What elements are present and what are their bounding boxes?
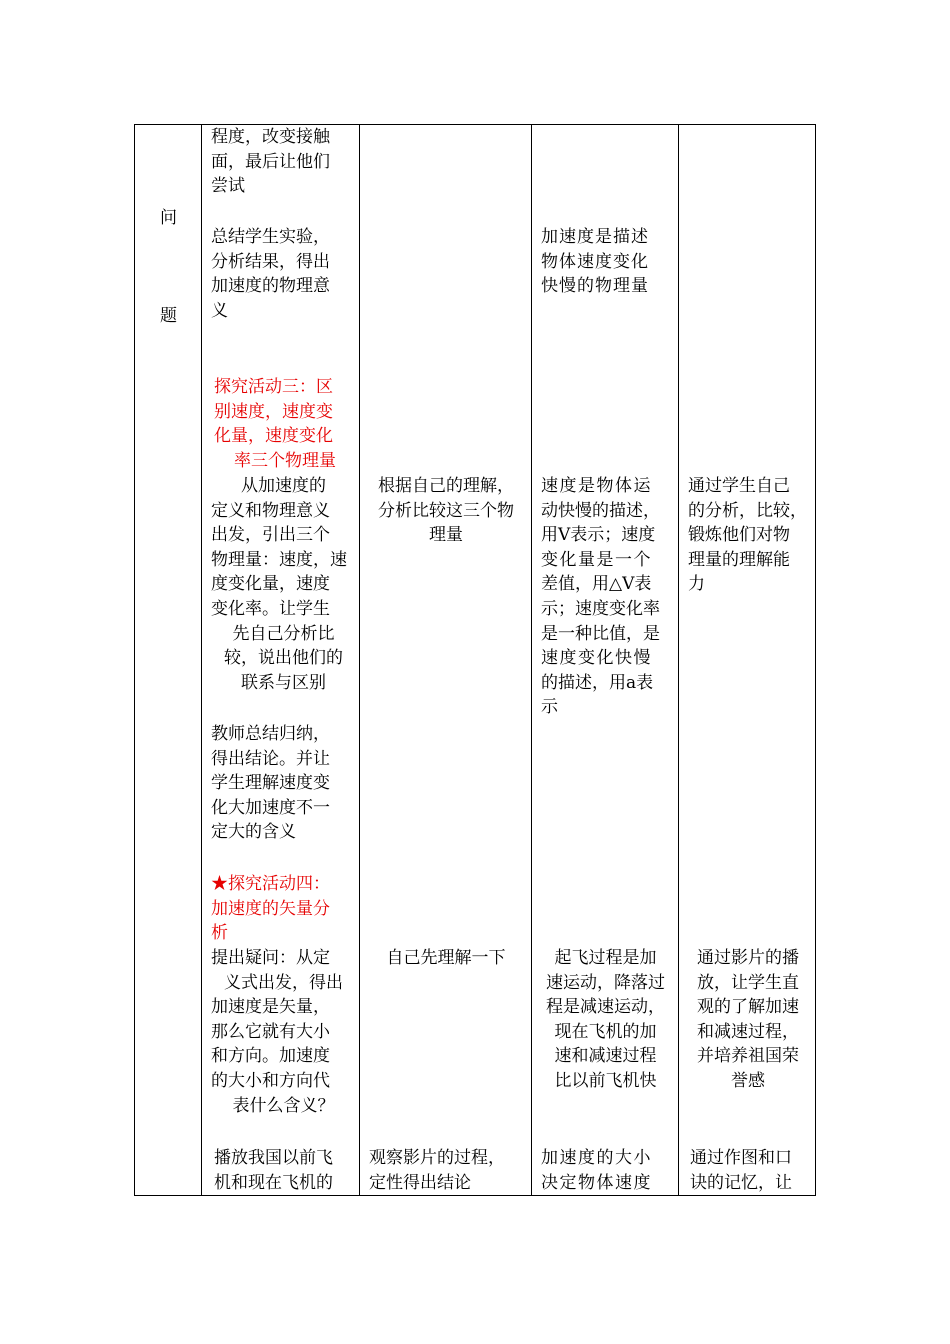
col3-block3: 起飞过程是加 速运动，降落过 程是减速运动， 现在飞机的加 速和减速过程 比以前飞机快 bbox=[546, 948, 665, 1091]
col4-block1: 通过学生自己 的分析，比较， 锻炼他们对物 理量的理解能 力 bbox=[688, 476, 807, 595]
activity4-title: ★探究活动四： 加速度的矢量分 析 bbox=[211, 874, 330, 944]
col4-block3: 通过作图和口 诀的记忆，让 bbox=[690, 1148, 792, 1193]
column-divider bbox=[678, 125, 679, 1195]
col1-block6: 播放我国以前飞 机和现在飞机的 bbox=[214, 1148, 333, 1193]
side-label-char: 问 bbox=[160, 208, 177, 228]
col2-block2: 自己先理解一下 bbox=[386, 948, 506, 968]
col1-block1: 程度，改变接触 面，最后让他们 尝试 bbox=[211, 127, 330, 197]
column-divider bbox=[359, 125, 360, 1195]
col1-block3: 从加速度的 定义和物理意义 出发，引出三个 物理量：速度，速 度变化量，速度 变化率。让学生 先自己分析比 较，说出他们的 联系与区别 bbox=[211, 476, 347, 693]
col1-block2: 总结学生实验， 分析结果，得出 加速度的物理意 义 bbox=[211, 227, 330, 321]
col1-block4: 教师总结归纳， 得出结论。并让 学生理解速度变 化大加速度不一 定大的含义 bbox=[211, 724, 330, 843]
lesson-plan-table bbox=[134, 124, 816, 1196]
side-label-char: 题 bbox=[160, 306, 177, 326]
activity3-title: 探究活动三：区 别速度，速度变 化量，速度变化 率三个物理量 bbox=[214, 377, 336, 471]
col3-block2: 速度是物体运 动快慢的描述， 用V表示；速度 变化量是一个 差值，用△V表 示；速度变化率 是一种比值，是 速度变化快慢 的描述，用a表 示 bbox=[541, 476, 660, 718]
column-divider bbox=[531, 125, 532, 1195]
column-divider bbox=[201, 125, 202, 1195]
col1-block5: 提出疑问：从定 义式出发，得出 加速度是矢量， 那么它就有大小 和方向。加速度 的大小和方向代 表什么含义？ bbox=[211, 948, 343, 1116]
col2-block3: 观察影片的过程， 定性得出结论 bbox=[369, 1148, 505, 1193]
col3-block4: 加速度的大小 决定物体速度 bbox=[541, 1148, 652, 1193]
col2-block1: 根据自己的理解， 分析比较这三个物 理量 bbox=[378, 476, 514, 546]
col4-block2: 通过影片的播 放，让学生直 观的了解加速 和减速过程， 并培养祖国荣 誉感 bbox=[697, 948, 799, 1091]
col3-block1: 加速度是描述 物体速度变化 快慢的物理量 bbox=[541, 227, 649, 297]
